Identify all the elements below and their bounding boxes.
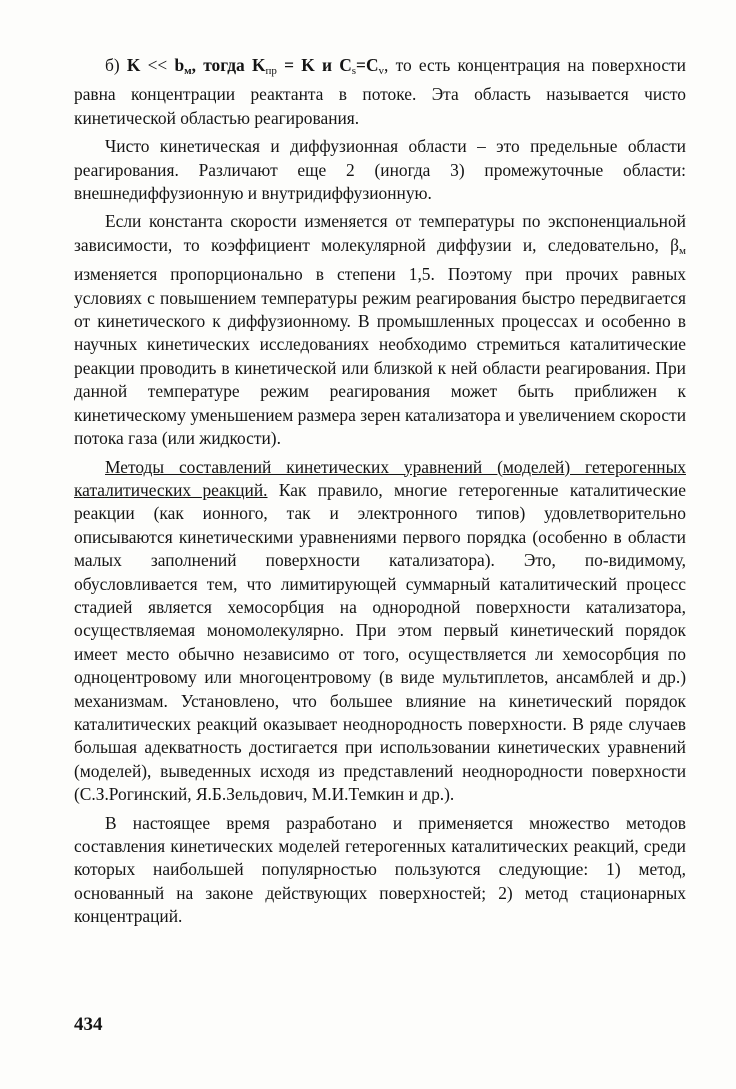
section-heading-underlined: Методы составлений кинетических уравнений (моделей) гетерогенных каталитических реакций.: [74, 456, 686, 500]
subscript-m: м: [184, 65, 192, 77]
subscript-v: v: [378, 65, 385, 77]
paragraph-regions: Чисто кинетическая и диффузионная области – это предельные области реагирования. Различают еще 2 (иногда 3) промежуточные области: внешнедиффузионную и внутридиффузионную.: [74, 136, 686, 204]
page-number: 434: [74, 1014, 103, 1035]
paragraph-case-b-text: , то есть концентрация на поверхности равна концентрации реактанта в потоке. Эта область называется чисто кинетической областью реагирования.: [74, 55, 686, 128]
symbol-k: K: [126, 55, 141, 75]
list-label: б): [105, 55, 120, 75]
paragraph-methods: [74, 456, 686, 807]
paragraph-methods-text: Как правило, многие гетерогенные каталитические реакции (как ионного, так и электронного типов) удовлетворительно описываются кинетическими уравнениями первого порядка (особенно в области малых заполнений поверхности катализатора). Это, по-видимому, обусловливается тем, что лимитирующей суммарный каталитический процесс стадией является хемосорбция на однородной поверхности катализатора, осуществляемая мономолекулярно. При этом первый кинетический порядок имеет место обычно независимо от того, осуществляется ли хемосорбция по одноцентровому или многоцентровому (в виде мультиплетов, ансамблей и др.) механизмам. Установлено, что большее влияние на кинетический порядок каталитических реакций оказывает неоднородность поверхности. В ряде случаев большая адекватность достигается при использовании кинетических уравнений (моделей), выведенных исходя из представлений неоднородности поверхности (С.З.Рогинский, Я.Б.Зельдович, М.И.Темкин и др.).: [74, 479, 686, 805]
symbol-beta: β: [670, 234, 680, 255]
symbol-c: C: [339, 55, 352, 75]
subscript-pr: пр: [265, 65, 277, 77]
paragraph-temperature-start: Если константа скорости изменяется от температуры по экспоненциальной зависимости, то коэффициент молекулярной диффузии и, следовательно,: [74, 211, 686, 255]
equals-k: = K и: [284, 55, 332, 75]
paragraph-current-methods: В настоящее время разработано и применяется множество методов составления кинетических моделей гетерогенных каталитических реакций, среди которых наибольшей популярностью пользуются следующие: 1) метод, основанный на законе действующих поверхностей; 2) метод стационарных концентраций.: [74, 812, 686, 927]
paragraph-temperature: [74, 210, 686, 450]
equals-c: =C: [356, 55, 379, 75]
subscript-s: s: [351, 65, 357, 77]
paragraph-case-b: [74, 54, 686, 130]
paragraph-temperature-end: изменяется пропорционально в степени 1,5. Поэтому при прочих равных условиях с повышением температуры режим реагирования быстро передвигается от кинетического к диффузионному. В промышленных процессах и особенно в научных кинетических исследованиях необходимо стремиться каталитические реакции проводить в кинетической или близкой к ней области реагирования. При данной температуре режим реагирования может быть приближен к кинетическому уменьшением размера зерен катализатора и увеличением скорости потока газа (или жидкости).: [74, 264, 686, 449]
then-word: , тогда: [191, 55, 245, 75]
symbol-b: b: [174, 55, 185, 75]
much-less-sign: <<: [147, 55, 168, 75]
subscript-beta-m: м: [679, 244, 686, 257]
symbol-k-pr: K: [251, 55, 266, 75]
body-text: [74, 54, 686, 929]
